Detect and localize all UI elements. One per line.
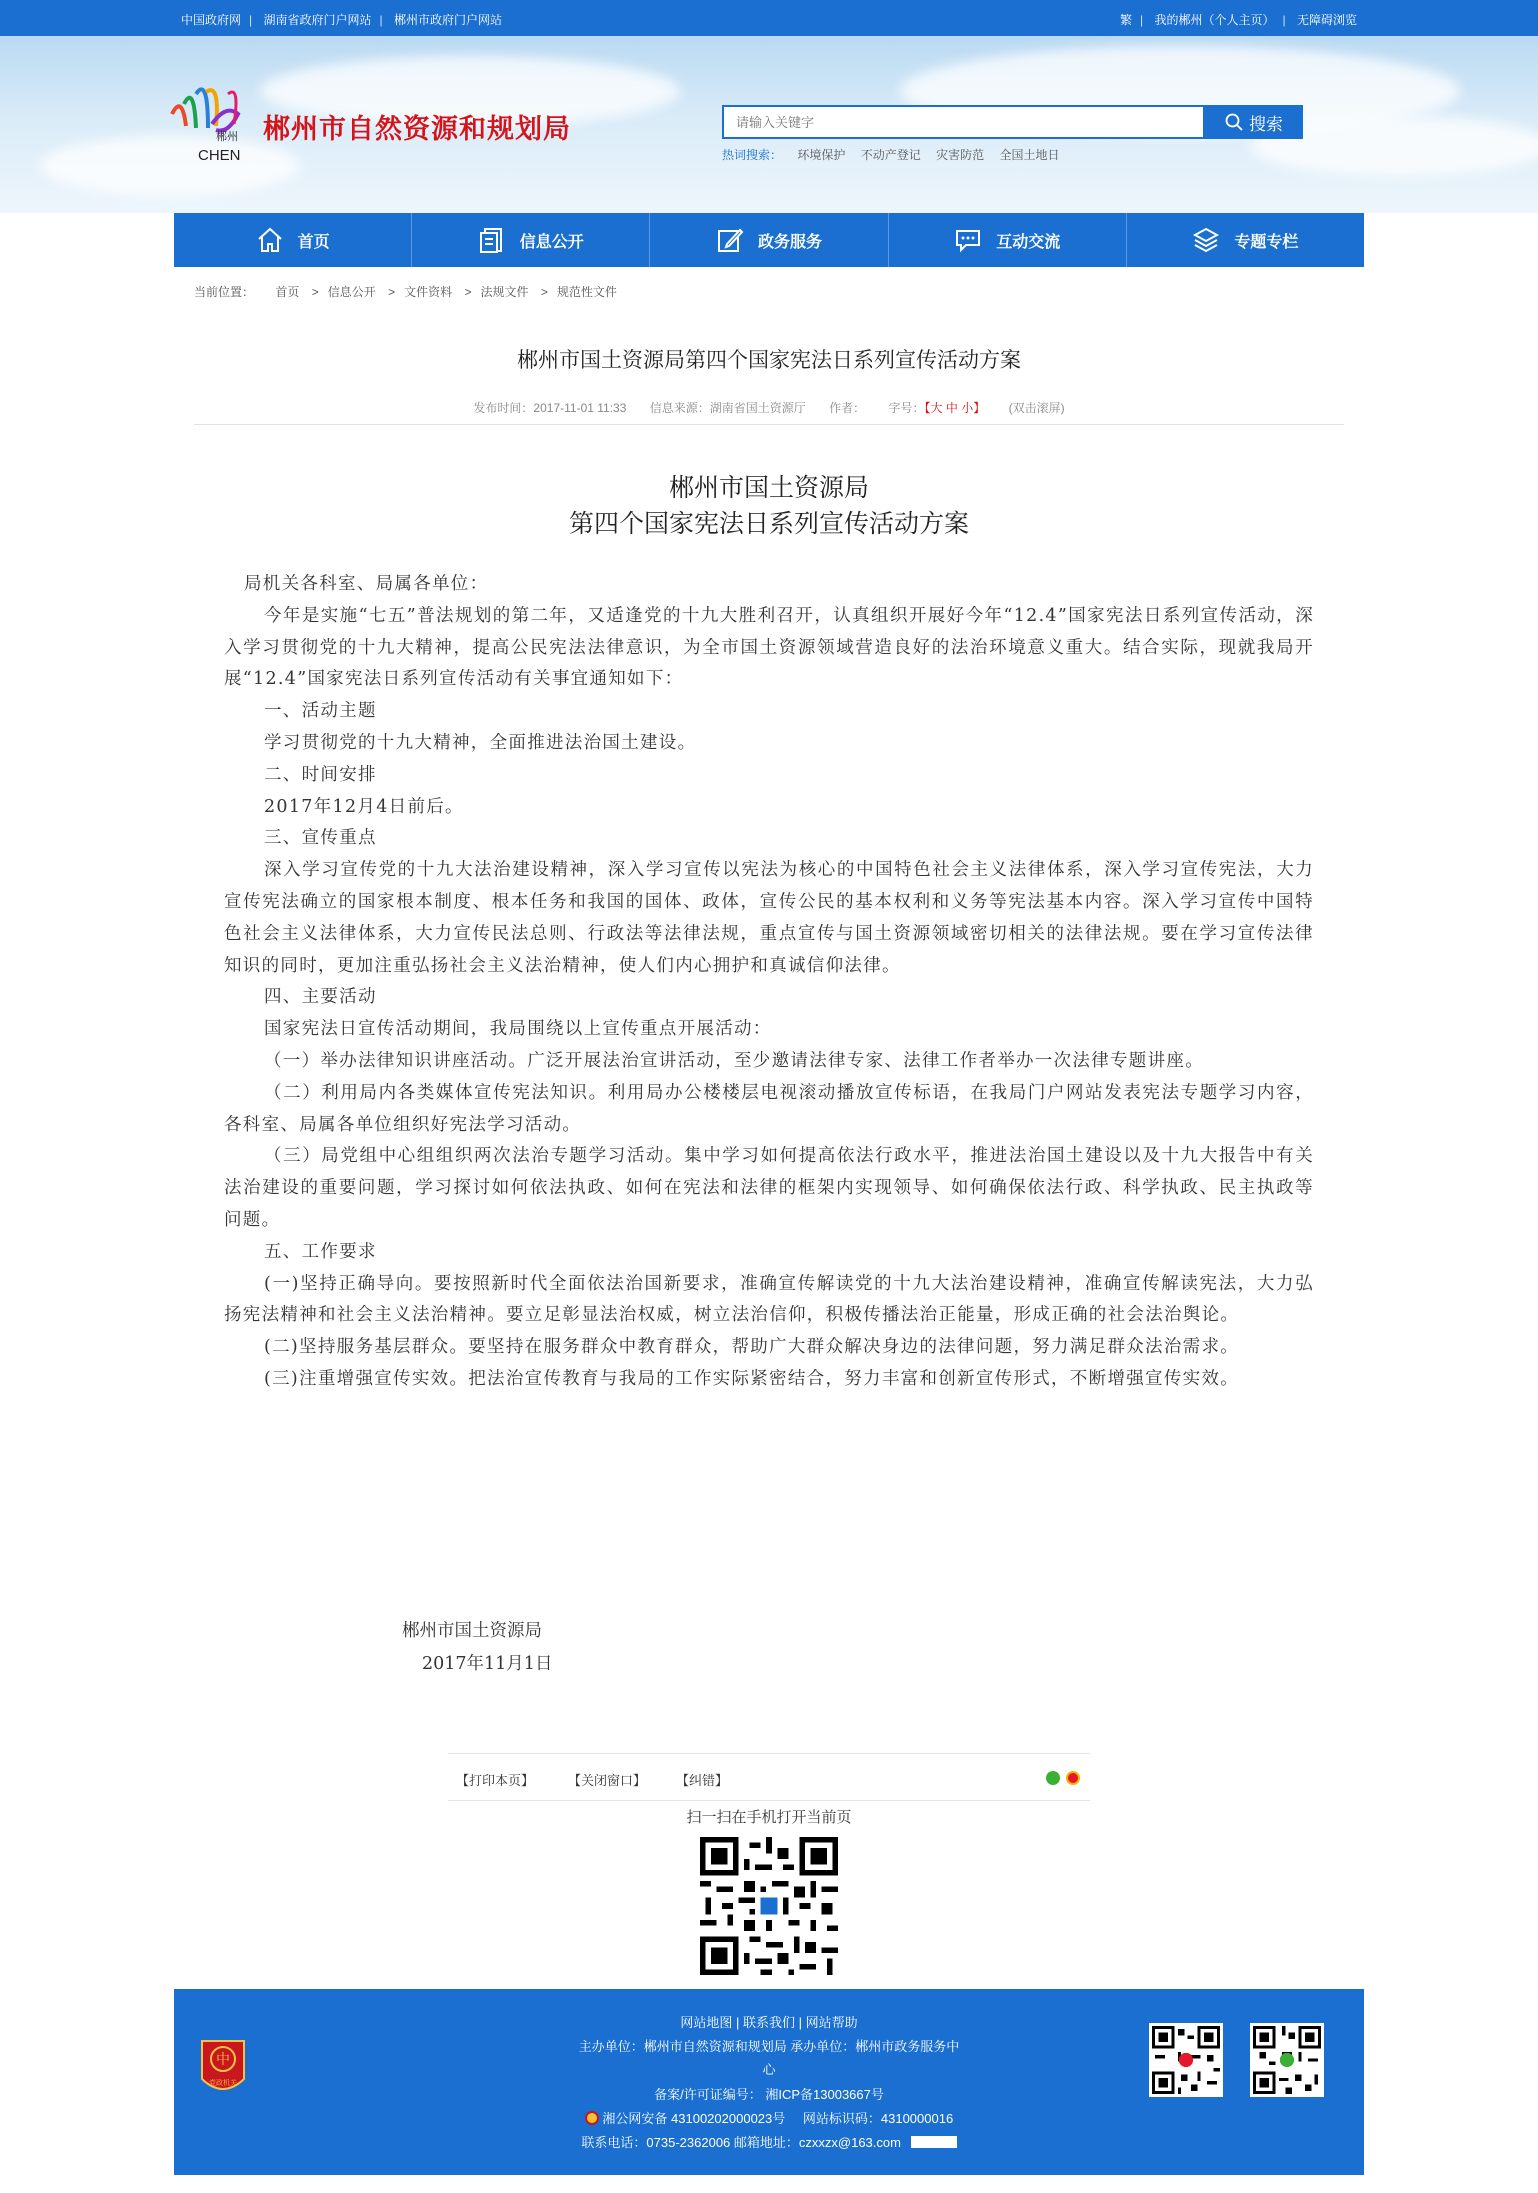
hot-word[interactable]: 灾害防范 (936, 148, 985, 162)
footer-sitemap-link[interactable]: 网站地图 (680, 2015, 733, 2030)
paragraph: （二）利用局内各类媒体宣传宪法知识。利用局办公楼楼层电视滚动播放宣传标语，在我局门户网站发表宪法专题学习内容，各科室、局属各单位组织好宪法学习活动。 (224, 1082, 1314, 1135)
police-badge-icon (585, 2111, 599, 2125)
top-links: 中国政府网 | 湖南省政府门户网站 | 郴州市政府门户网站 (181, 13, 502, 27)
breadcrumb-item[interactable]: 信息公开 (327, 285, 376, 299)
chat-icon (954, 226, 982, 254)
font-size-control (888, 401, 985, 415)
top-right-links: 繁 | 我的郴州（个人主页） | 无障碍浏览 (1120, 13, 1357, 27)
publish-time: 发布时间：2017-11-01 11:33 (473, 401, 627, 415)
paragraph: 二、时间安排 (264, 764, 377, 785)
content-frame (174, 267, 1364, 1989)
footer-contact (174, 2132, 1364, 2151)
document-heading (174, 470, 1364, 542)
article-body (224, 569, 1314, 1396)
footer-host: 主办单位：郴州市自然资源和规划局 承办单位：郴州市政务服务中 (578, 2039, 960, 2054)
breadcrumb-item[interactable]: 首页 (275, 285, 300, 299)
paragraph: 学习贯彻党的十九大精神，全面推进法治国土建设。 (264, 732, 697, 753)
article-title: 郴州市国土资源局第四个国家宪法日系列宣传活动方案 (517, 349, 1021, 372)
nav-info-public-label: 信息公开 (519, 233, 584, 251)
font-size-large[interactable]: 大 (930, 401, 943, 415)
footer-site-code: 网站标识码：4310000016 (802, 2111, 954, 2126)
link-chenzhou-gov[interactable]: 郴州市政府门户网站 (393, 13, 502, 27)
nav-topics-label: 专题专栏 (1234, 233, 1299, 251)
top-bar (0, 0, 1538, 36)
paragraph: (一)坚持正确导向。要按照新时代全面依法治国新要求，准确宣传解读党的十九大法治建设精神，准确宣传解读宪法，大力弘扬宪法精神和社会主义法治精神。要立足彰显法治权威，树立法治信仰，积极传播法治正能量，形成正确的社会法治舆论。 (224, 1273, 1314, 1326)
document-icon (478, 226, 506, 254)
search-button[interactable] (1205, 105, 1303, 139)
footer-icp: 备案/许可证编号： 湘ICP备13003667号 (654, 2087, 884, 2102)
document-heading-line2: 第四个国家宪法日系列宣传活动方案 (568, 509, 969, 538)
paragraph: (三)注重增强宣传实效。把法治宣传教育与我局的工作实际紧密结合，努力丰富和创新宣传形式，不断增强宣传实效。 (264, 1368, 1240, 1389)
paragraph: （一）举办法律知识讲座活动。广泛开展法治宣讲活动，至少邀请法律专家、法律工作者举办一次法律专题讲座。 (264, 1050, 1204, 1071)
nav-topics[interactable] (1127, 213, 1364, 267)
breadcrumb: 当前位置： 首页 > 信息公开 > 文件资料 > 法规文件 > 规范性文件 (194, 285, 617, 299)
paragraph: 国家宪法日宣传活动期间，我局围绕以上宣传重点开展活动： (264, 1019, 772, 1040)
footer-links: 网站地图 | 联系我们 | 网站帮助 (680, 2015, 858, 2030)
weibo-share-icon[interactable] (1066, 1771, 1080, 1785)
link-my-chenzhou[interactable]: 我的郴州（个人主页） (1154, 13, 1275, 27)
logo-text: 郴州 (216, 130, 238, 143)
document-heading-line1: 郴州市国土资源局 (668, 473, 869, 502)
home-icon (256, 226, 284, 254)
paragraph: 五、工作要求 (264, 1241, 377, 1262)
nav-services-label: 政务服务 (758, 233, 823, 251)
font-size-bracket: 】 (973, 401, 986, 415)
paragraph: (二)坚持服务基层群众。要坚持在服务群众中教育群众，帮助广大群众解决身边的法律问题，努力满足群众法治需求。 (264, 1337, 1240, 1358)
breadcrumb-item[interactable]: 法规文件 (480, 285, 529, 299)
info-source: 信息来源：湖南省国土资源厅 (649, 401, 806, 415)
paragraph: 2017年12月4日前后。 (264, 796, 464, 817)
footer-help-link[interactable]: 网站帮助 (805, 2015, 858, 2030)
search-input[interactable] (724, 107, 1203, 137)
signature-date: 2017年11月1日 (422, 1654, 553, 1674)
hot-words-label: 热词搜索： (722, 148, 783, 162)
nav-home-label: 首页 (297, 233, 330, 251)
footer-contact-text: 联系电话：0735-2362006 邮箱地址：czxxzx@163.com (581, 2135, 901, 2150)
paragraph: （三）局党组中心组组织两次法治专题学习活动。集中学习如何提高依法行政水平，推进法治国土建设以及十九大报告中有关法治建设的重要问题，学习探讨如何依法执政、如何在宪法和法律的框架内实现领导、如何确保依法行政、科学执政、民主执政等问题。 (224, 1146, 1314, 1230)
footer-police[interactable]: 湘公网安备 43100202000023号 (602, 2111, 786, 2126)
hot-word[interactable]: 环境保护 (797, 148, 846, 162)
page-qr-code (700, 1837, 838, 1975)
footer-qr-wechat (1250, 2023, 1324, 2097)
link-hunan-gov[interactable]: 湖南省政府门户网站 (263, 13, 372, 27)
font-size-bracket: 【 (924, 401, 931, 415)
edit-icon (716, 226, 744, 254)
site-title[interactable]: 郴州市自然资源和规划局 (263, 114, 571, 144)
paragraph: 局机关各科室、局属各单位： (244, 574, 489, 594)
print-button[interactable]: 【打印本页】 (456, 1773, 535, 1788)
footer-host-cont: 心 (762, 2062, 776, 2077)
article-tools (448, 1753, 1090, 1801)
nav-interaction-label: 互动交流 (996, 233, 1061, 251)
signature-org: 郴州市国土资源局 (402, 1621, 542, 1641)
hot-word[interactable]: 全国土地日 (999, 148, 1060, 162)
nav-home[interactable] (174, 213, 412, 267)
report-error-button[interactable]: 【纠错】 (676, 1773, 729, 1788)
paragraph: 三、宣传重点 (264, 828, 377, 849)
link-china-gov[interactable]: 中国政府网 (181, 13, 242, 27)
font-size-medium[interactable]: 中 (945, 401, 958, 415)
font-size-small[interactable]: 小 (961, 401, 974, 415)
cnzz-stat-icon[interactable] (911, 2136, 957, 2148)
scroll-hint[interactable]: (双击滚屏) (1008, 401, 1065, 415)
nav-services[interactable] (650, 213, 888, 267)
layers-icon (1192, 226, 1220, 254)
font-size-label: 字号： (888, 401, 925, 415)
breadcrumb-item[interactable]: 文件资料 (404, 285, 453, 299)
footer-qr-weibo (1149, 2023, 1223, 2097)
nav-info-public[interactable] (412, 213, 650, 267)
badge-text: 党政机关 (209, 2079, 237, 2087)
paragraph: 深入学习宣传党的十九大法治建设精神，深入学习宣传以宪法为核心的中国特色社会主义法律体系，深入学习宣传宪法，大力宣传宪法确立的国家根本制度、根本任务和我国的国体、政体，宣传公民的基本权利和义务等宪法基本内容。深入学习宣传中国特色社会主义法律体系，大力宣传民法总则、行政法等法律法规，重点宣传与国土资源领域密切相关的法律法规。要在学习宣传法律知识的同时，更加注重弘扬社会主义法治精神，使人们内心拥护和真诚信仰法律。 (224, 860, 1314, 976)
paragraph: 四、主要活动 (264, 987, 377, 1008)
hot-words (722, 146, 1059, 163)
breadcrumb-prefix: 当前位置： (194, 285, 255, 299)
qr-label: 扫一扫在手机打开当前页 (686, 1809, 852, 1826)
article-meta (174, 399, 1364, 416)
link-traditional[interactable]: 繁 (1120, 13, 1133, 27)
main-nav (174, 213, 1364, 267)
author: 作者： (829, 401, 866, 415)
logo-sub: CHEN (198, 147, 241, 164)
link-accessibility[interactable]: 无障碍浏览 (1296, 13, 1357, 27)
svg-text:中: 中 (216, 2052, 230, 2068)
paragraph: 一、活动主题 (264, 701, 377, 722)
search-box (722, 105, 1205, 139)
footer (174, 1989, 1364, 2175)
nav-interaction[interactable] (889, 213, 1127, 267)
breadcrumb-item[interactable]: 规范性文件 (556, 285, 617, 299)
wechat-share-icon[interactable] (1046, 1771, 1060, 1785)
footer-contact-link[interactable]: 联系我们 (742, 2015, 795, 2030)
divider (194, 424, 1344, 425)
search-icon (1225, 113, 1243, 131)
chenzhou-logo[interactable] (168, 64, 256, 168)
close-window-button[interactable]: 【关闭窗口】 (568, 1773, 647, 1788)
search-button-label: 搜索 (1249, 114, 1283, 134)
footer-registration (174, 2108, 1364, 2127)
hot-word[interactable]: 不动产登记 (860, 148, 921, 162)
paragraph: 今年是实施“七五”普法规划的第二年，又适逢党的十九大胜利召开，认真组织开展好今年“12.4”国家宪法日系列宣传活动，深入学习贯彻党的十九大精神，提高公民宪法法律意识，为全市国土资源领域营造良好的法治环境意义重大。结合实际，现就我局开展“12.4”国家宪法日系列宣传活动有关事宜通知如下： (224, 605, 1314, 690)
